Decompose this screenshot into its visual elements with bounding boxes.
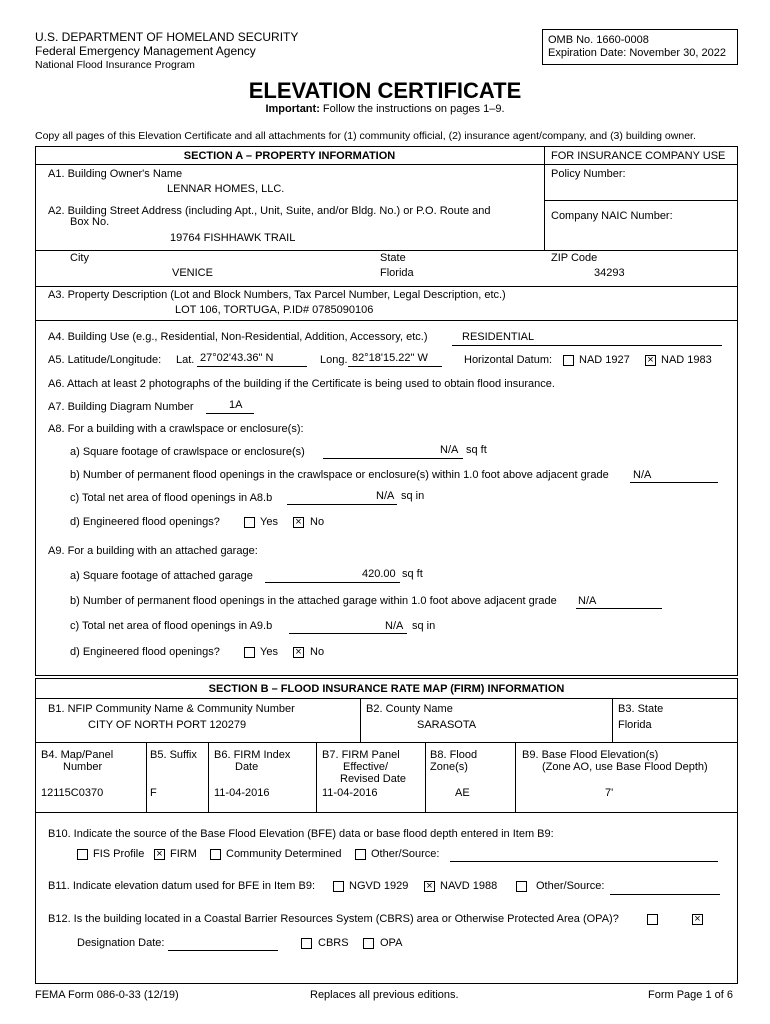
b4-label-2: Number (63, 761, 103, 773)
b12-yes-checkbox[interactable] (647, 914, 658, 925)
cbrs-label: CBRS (318, 937, 349, 949)
ngvd-1929-checkbox[interactable] (333, 881, 344, 892)
b1-community[interactable]: CITY OF NORTH PORT 120279 (88, 719, 247, 731)
a9c-unit: sq in (412, 620, 436, 632)
important-note (0, 103, 770, 115)
nad-1927-checkbox[interactable] (563, 355, 574, 366)
a8d-yes-label: Yes (260, 516, 278, 528)
form-number: FEMA Form 086-0-33 (12/19) (35, 989, 179, 1001)
section-a-title: SECTION A – PROPERTY INFORMATION (183, 150, 396, 162)
page-number: Form Page 1 of 6 (648, 989, 733, 1001)
a9d-yes-checkbox[interactable] (244, 647, 255, 658)
a1-label: A1. Building Owner's Name (48, 168, 183, 180)
cbrs-checkbox[interactable] (301, 938, 312, 949)
navd-1988-label: NAVD 1988 (440, 880, 498, 892)
expiration-date: Expiration Date: November 30, 2022 (548, 47, 726, 59)
a2-label-line1: A2. Building Street Address (including Apt., Unit, Suite, and/or Bldg. No.) or P.O. Route and (48, 205, 491, 217)
important-label: Important: (265, 103, 320, 115)
b8-label-1: B8. Flood (430, 749, 478, 761)
a8c-label: c) Total net area of flood openings in A8.b (70, 492, 273, 504)
b12-label: B12. Is the building located in a Coastal Barrier Resources System (CBRS) area or Otherwise Protected Area (OPA)? (48, 913, 619, 925)
a8d-label: d) Engineered flood openings? (70, 516, 220, 528)
fis-profile-checkbox[interactable] (77, 849, 88, 860)
a2-label-line2: Box No. (70, 216, 110, 228)
b1-label: B1. NFIP Community Name & Community Number (48, 703, 295, 715)
opa-label: OPA (380, 937, 403, 949)
replaces-note: Replaces all previous editions. (310, 989, 459, 1001)
b4-map-panel[interactable]: 12115C0370 (41, 787, 104, 799)
b2-county[interactable]: SARASOTA (417, 719, 477, 731)
b8-label-2: Zone(s) (430, 761, 468, 773)
b3-state[interactable]: Florida (618, 719, 652, 731)
firm-label: FIRM (170, 848, 197, 860)
a9d-no-label: No (310, 646, 325, 658)
a2-street-address[interactable]: 19764 FISHHAWK TRAIL (170, 232, 296, 244)
a4-label: A4. Building Use (e.g., Residential, Non-Residential, Addition, Accessory, etc.) (48, 331, 428, 343)
long-label: Long. (320, 354, 348, 366)
a5-label: A5. Latitude/Longitude: (48, 354, 162, 366)
a8a-value[interactable]: N/A (440, 444, 459, 456)
agency-line-2: Federal Emergency Management Agency (35, 44, 256, 58)
b11-label: B11. Indicate elevation datum used for BFE in Item B9: (48, 880, 315, 892)
state-label: State (380, 252, 406, 264)
a9a-value[interactable]: 420.00 (362, 568, 396, 580)
a1-owner-name[interactable]: LENNAR HOMES, LLC. (167, 183, 285, 195)
designation-date-label: Designation Date: (77, 937, 165, 949)
a9b-value[interactable]: N/A (578, 595, 597, 607)
b9-base-flood-elevation[interactable]: 7' (605, 787, 614, 799)
agency-line-1: U.S. DEPARTMENT OF HOMELAND SECURITY (35, 30, 299, 44)
nad-1983-checkbox[interactable]: × (645, 355, 656, 366)
b11-other-checkbox[interactable] (516, 881, 527, 892)
a8b-value[interactable]: N/A (633, 469, 652, 481)
a9a-unit: sq ft (402, 568, 423, 580)
datum-label: Horizontal Datum: (464, 354, 553, 366)
a8-label: A8. For a building with a crawlspace or enclosure(s): (48, 423, 304, 435)
b10-other-input[interactable] (450, 861, 718, 862)
omb-number: OMB No. 1660-0008 (548, 34, 649, 46)
a6-label: A6. Attach at least 2 photographs of the building if the Certificate is being used to obtain flood insurance. (48, 378, 555, 390)
copy-note: Copy all pages of this Elevation Certificate and all attachments for (1) community official, (2) insurance agent/company, and (3) building owner. (35, 130, 696, 142)
fis-profile-label: FIS Profile (93, 848, 145, 860)
a7-label: A7. Building Diagram Number (48, 401, 194, 413)
city-value[interactable]: VENICE (172, 267, 213, 279)
a8d-no-label: No (310, 516, 325, 528)
zip-label: ZIP Code (551, 252, 598, 264)
b10-other-label: Other/Source: (371, 848, 440, 860)
a8d-yes-checkbox[interactable] (244, 517, 255, 528)
zip-value[interactable]: 34293 (594, 267, 625, 279)
a9b-label: b) Number of permanent flood openings in the attached garage within 1.0 foot above adjacent grade (70, 595, 557, 607)
policy-number-label: Policy Number: (551, 168, 626, 180)
a3-label: A3. Property Description (Lot and Block Numbers, Tax Parcel Number, Legal Description, etc.) (48, 289, 506, 301)
ngvd-1929-label: NGVD 1929 (349, 880, 409, 892)
form-title: ELEVATION CERTIFICATE (248, 78, 522, 103)
b6-label-1: B6. FIRM Index (214, 749, 291, 761)
b2-label: B2. County Name (366, 703, 453, 715)
b9-label-2: (Zone AO, use Base Flood Depth) (542, 761, 708, 773)
longitude-value[interactable]: 82°18'15.22" W (352, 352, 428, 364)
b5-suffix[interactable]: F (150, 787, 157, 799)
company-naic-label: Company NAIC Number: (551, 210, 673, 222)
b6-label-2: Date (235, 761, 259, 773)
firm-checkbox[interactable]: × (154, 849, 165, 860)
city-label: City (70, 252, 89, 264)
nad-1983-label: NAD 1983 (661, 354, 712, 366)
important-text: Follow the instructions on pages 1–9. (319, 103, 505, 115)
latitude-value[interactable]: 27°02'43.36" N (200, 352, 274, 364)
a9d-yes-label: Yes (260, 646, 278, 658)
a8d-no-checkbox[interactable]: × (293, 517, 304, 528)
nad-1927-label: NAD 1927 (579, 354, 630, 366)
agency-line-3: National Flood Insurance Program (35, 59, 195, 71)
a8a-unit: sq ft (466, 444, 487, 456)
a4-building-use[interactable]: RESIDENTIAL (462, 331, 535, 343)
community-determined-checkbox[interactable] (210, 849, 221, 860)
b4-label-1: B4. Map/Panel (41, 749, 114, 761)
b8-flood-zone[interactable]: AE (455, 787, 470, 799)
navd-1988-checkbox[interactable]: × (424, 881, 435, 892)
opa-checkbox[interactable] (363, 938, 374, 949)
a8a-label: a) Square footage of crawlspace or enclosure(s) (70, 446, 305, 458)
b7-label-3: Revised Date (340, 773, 407, 785)
lat-label: Lat. (176, 354, 195, 366)
insurance-company-use: FOR INSURANCE COMPANY USE (551, 150, 726, 162)
designation-date-input[interactable] (168, 950, 278, 951)
a8c-unit: sq in (401, 490, 425, 502)
b10-other-checkbox[interactable] (355, 849, 366, 860)
b5-label: B5. Suffix (150, 749, 197, 761)
a9d-label: d) Engineered flood openings? (70, 646, 220, 658)
a9c-value[interactable]: N/A (385, 620, 404, 632)
section-b-title: SECTION B – FLOOD INSURANCE RATE MAP (FIRM) INFORMATION (208, 683, 565, 695)
b7-label-1: B7. FIRM Panel (322, 749, 400, 761)
community-determined-label: Community Determined (226, 848, 342, 860)
a9d-no-checkbox[interactable]: × (293, 647, 304, 658)
b3-label: B3. State (618, 703, 664, 715)
a8b-label: b) Number of permanent flood openings in the crawlspace or enclosure(s) within 1.0 foot above adjacent grade (70, 469, 609, 481)
b12-no-checkbox[interactable]: × (692, 914, 703, 925)
b11-other-label: Other/Source: (536, 880, 605, 892)
b10-label: B10. Indicate the source of the Base Flood Elevation (BFE) data or base flood depth entered in Item B9: (48, 828, 554, 840)
a9-label: A9. For a building with an attached garage: (48, 545, 258, 557)
state-value[interactable]: Florida (380, 267, 414, 279)
b9-label-1: B9. Base Flood Elevation(s) (522, 749, 659, 761)
omb-box (542, 29, 738, 65)
b7-panel-date[interactable]: 11-04-2016 (322, 787, 378, 799)
a9c-label: c) Total net area of flood openings in A9.b (70, 620, 273, 632)
b11-other-input[interactable] (610, 894, 720, 895)
b6-index-date[interactable]: 11-04-2016 (214, 787, 270, 799)
a3-property-description[interactable]: LOT 106, TORTUGA, P.ID# 0785090106 (175, 304, 374, 316)
a8c-value[interactable]: N/A (376, 490, 395, 502)
b7-label-2: Effective/ (343, 761, 389, 773)
a9a-label: a) Square footage of attached garage (70, 570, 253, 582)
a7-diagram-number[interactable]: 1A (229, 399, 243, 411)
